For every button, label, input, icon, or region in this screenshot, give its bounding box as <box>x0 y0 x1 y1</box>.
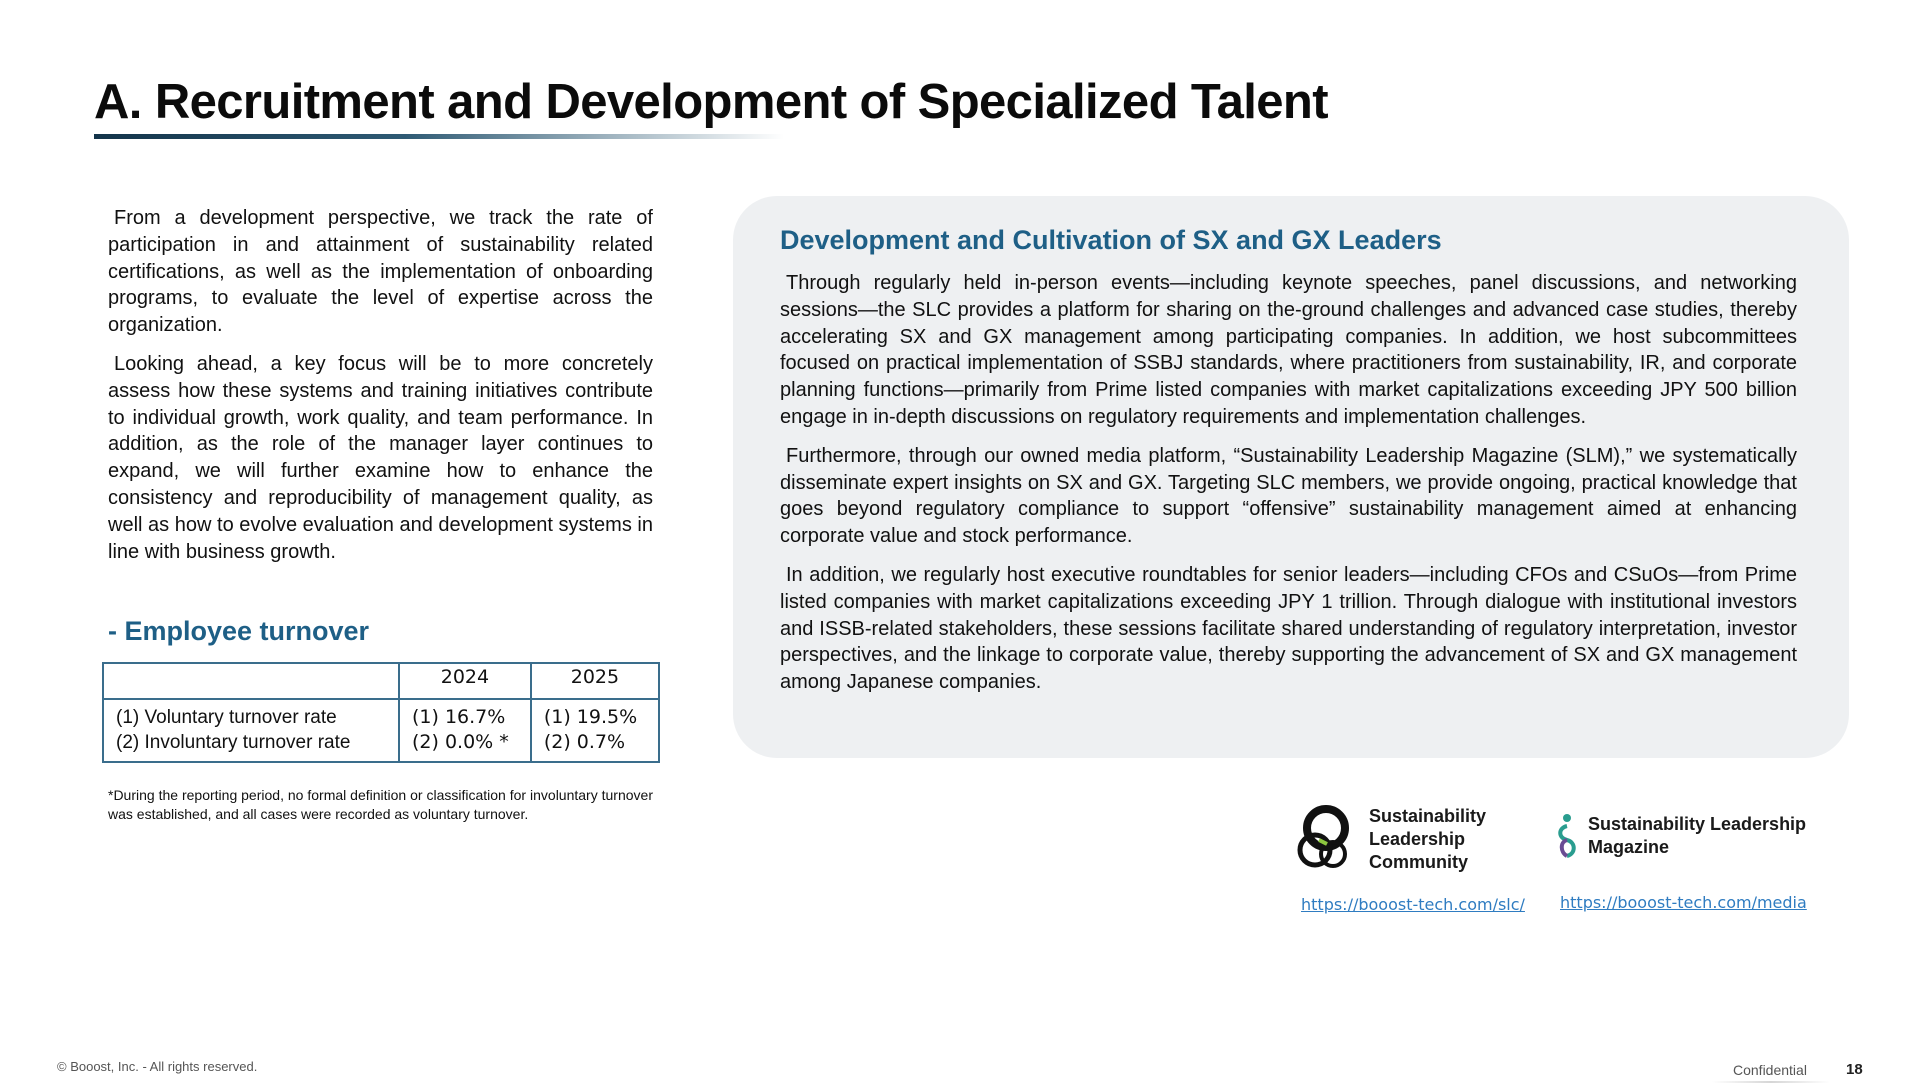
values-2024-cell <box>399 699 531 762</box>
metric-cell <box>103 699 399 762</box>
table-header-2024: 2024 <box>399 663 531 699</box>
slc-logo-line-2: Leadership <box>1369 828 1466 849</box>
panel-paragraph-2: Furthermore, through our owned media platform, “Sustainability Leadership Magazine (SLM),” we systematically disseminate expert insights on SX and GX. Targeting SLC members, we provide ongoing, practical knowledge that goes beyond regulatory compliance to support “offensive” sustainability management aimed at enhancing corporate value and stock performance. <box>780 444 1797 548</box>
copyright-text: © Booost, Inc. - All rights reserved. <box>57 1059 258 1074</box>
slc-logo-line-3: Community <box>1369 851 1468 872</box>
table-header-2025: 2025 <box>531 663 659 699</box>
page-number: 18 <box>1846 1061 1863 1078</box>
panel-body <box>780 270 1797 708</box>
slc-link[interactable]: https://booost-tech.com/slc/ <box>1301 895 1525 914</box>
left-paragraph-2: Looking ahead, a key focus will be to more concretely assess how these systems and training initiatives contribute to individual growth, work quality, and team performance. In addition, as the role of the manager layer continues to expand, we will further examine how to enhance the consistency and reproducibility of management quality, as well as how to evolve evaluation and development systems in line with business growth. <box>108 352 653 563</box>
panel-paragraph-3: In addition, we regularly host executive roundtables for senior leaders—including CFOs and CSuOs—from Prime listed companies with market capitalizations exceeding JPY 1 trillion. Through dialogue with institutional investors and ISSB-related stakeholders, these sessions facilitate shared understanding of regulatory interpretation, investor perspectives, and the linkage to corporate value, thereby supporting the advancement of SX and GX management among Japanese companies. <box>780 563 1797 694</box>
metric-voluntary: (1) Voluntary turnover rate <box>116 707 337 728</box>
slc-logo-line-1: Sustainability <box>1369 805 1487 826</box>
values-2025-cell <box>531 699 659 762</box>
table-header-empty <box>103 663 399 699</box>
left-column <box>108 205 653 577</box>
slm-logo-line-2: Magazine <box>1588 837 1670 857</box>
page-title: A. Recruitment and Development of Specialized Talent <box>94 75 1328 129</box>
value-2024-involuntary: (2) 0.0% * <box>412 731 509 753</box>
slc-logo <box>1293 804 1486 874</box>
slm-logo <box>1556 812 1806 860</box>
title-underline <box>94 134 784 139</box>
slm-mark-icon <box>1556 812 1578 860</box>
slm-logo-line-1: Sustainability Leadership <box>1588 814 1807 834</box>
panel-heading: Development and Cultivation of SX and GX Leaders <box>780 225 1442 255</box>
metric-involuntary: (2) Involuntary turnover rate <box>116 732 351 753</box>
left-paragraph-1: From a development perspective, we track the rate of participation in and attainment of sustainability related certifications, as well as the implementation of onboarding programs, to evaluate the level of expertise across the organization. <box>108 207 653 337</box>
panel-paragraph-1: Through regularly held in-person events—including keynote speeches, panel discussions, and networking sessions—the SLC provides a platform for sharing on the-ground challenges and advanced case studies, thereby accelerating SX and GX management among participating companies. In addition, we host subcommittees focused on practical implementation of SSBJ standards, where practitioners from sustainability, IR, and corporate planning functions—primarily from Prime listed companies with market capitalizations exceeding JPY 500 billion engage in in-depth discussions on regulatory requirements and implementation challenges. <box>780 272 1797 428</box>
turnover-heading: - Employee turnover <box>108 616 370 646</box>
value-2025-involuntary: (2) 0.7% <box>543 731 626 753</box>
value-2024-voluntary: (1) 16.7% <box>412 706 506 728</box>
turnover-footnote: *During the reporting period, no formal definition or classification for involuntary turnover was established, and all cases were recorded as voluntary turnover. <box>108 787 653 822</box>
confidential-label: Confidential <box>1733 1062 1807 1078</box>
table-header-row <box>103 663 659 699</box>
table-row <box>103 699 659 762</box>
slm-link[interactable]: https://booost-tech.com/media <box>1560 893 1807 912</box>
value-2025-voluntary: (1) 19.5% <box>543 706 638 728</box>
turnover-table <box>102 662 660 763</box>
slc-rings-icon <box>1293 804 1359 874</box>
